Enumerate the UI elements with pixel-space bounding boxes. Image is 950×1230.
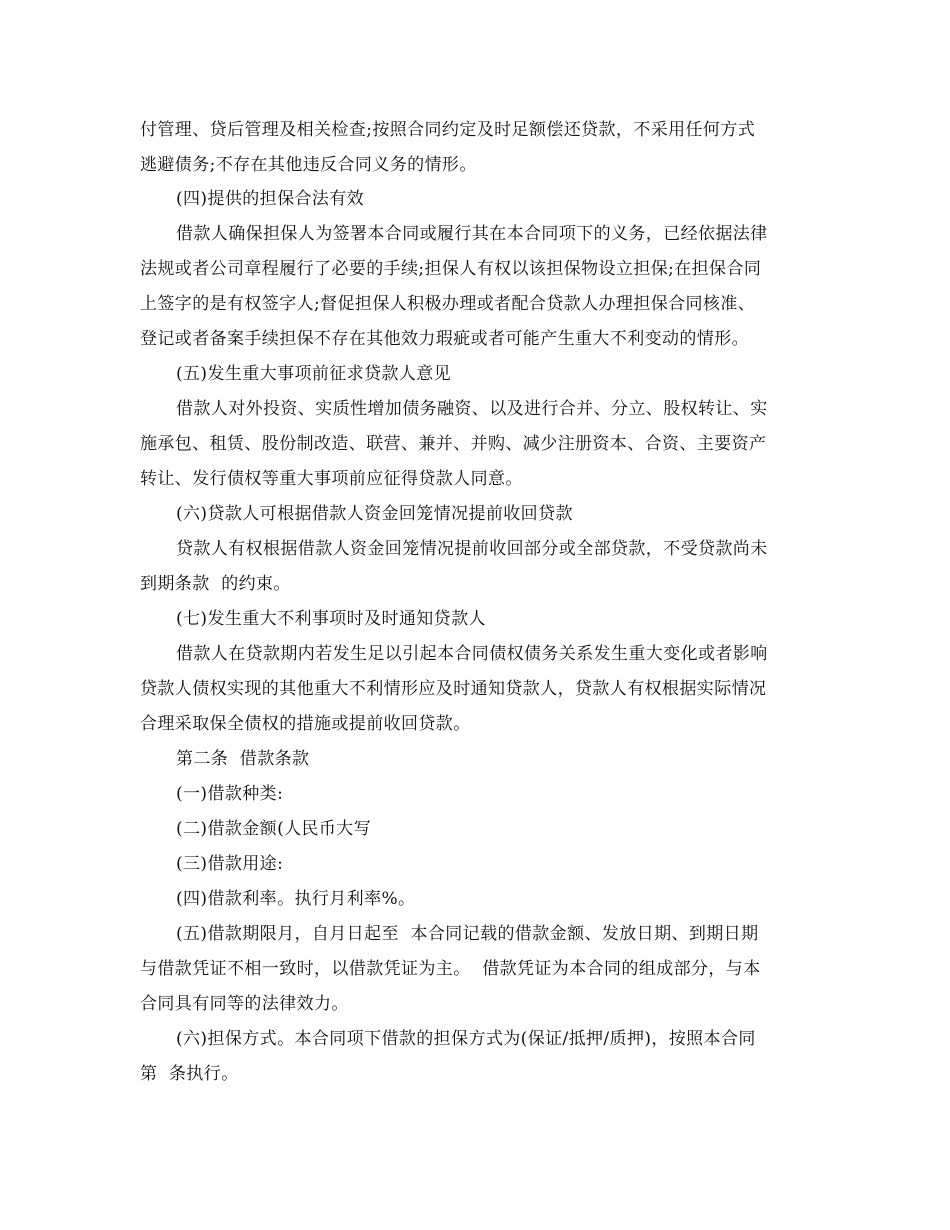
text-line: 贷款人债权实现的其他重大不利情形应及时通知贷款人，贷款人有权根据实际情况	[140, 679, 767, 699]
text-line: 合理采取保全债权的措施或提前收回贷款。	[140, 714, 471, 734]
section-heading: (四)提供的担保合法有效	[176, 189, 365, 209]
text-line: 合同具有同等的法律效力。	[140, 994, 349, 1014]
text-line: 施承包、租赁、股份制改造、联营、兼并、并购、减少注册资本、合资、主要资产	[140, 434, 767, 454]
text-line: 逃避债务;不存在其他违反合同义务的情形。	[140, 155, 477, 175]
text-line: 借款人确保担保人为签署本合同或履行其在本合同项下的义务，已经依据法律	[176, 224, 768, 244]
clause-item: (四)借款利率。执行月利率%。	[176, 889, 416, 909]
clause-item: (一)借款种类:	[176, 784, 284, 804]
text-line: 借款人在贷款期内若发生足以引起本合同债权债务关系发生重大变化或者影响	[176, 644, 768, 664]
clause-item: (二)借款金额(人民币大写	[176, 819, 372, 839]
text-line: 上签字的是有权签字人;督促担保人积极办理或者配合贷款人办理担保合同核准、	[140, 294, 756, 314]
text-line: 转让、发行债权等重大事项前应征得贷款人同意。	[140, 469, 523, 489]
text-line: 付管理、贷后管理及相关检查;按照合同约定及时足额偿还贷款，不采用任何方式	[140, 120, 756, 140]
text-line: 借款人对外投资、实质性增加债务融资、以及进行合并、分立、股权转让、实	[176, 399, 768, 419]
section-heading: (六)贷款人可根据借款人资金回笼情况提前收回贷款	[176, 504, 573, 524]
text-line: 第 条执行。	[140, 1064, 239, 1084]
text-line: 登记或者备案手续担保不存在其他效力瑕疵或者可能产生重大不利变动的情形。	[140, 329, 749, 349]
section-heading: (五)发生重大事项前征求贷款人意见	[176, 364, 452, 384]
clause-item: (三)借款用途:	[176, 854, 284, 874]
clause-item: (五)借款期限月，自月日起至 本合同记载的借款金额、发放日期、到期日期	[176, 924, 759, 944]
section-heading: (七)发生重大不利事项时及时通知贷款人	[176, 609, 486, 629]
article-heading: 第二条 借款条款	[176, 749, 310, 769]
text-line: 贷款人有权根据借款人资金回笼情况提前收回部分或全部贷款，不受贷款尚未	[176, 539, 768, 559]
text-line: 到期条款 的约束。	[140, 574, 291, 594]
text-line: 与借款凭证不相一致时，以借款凭证为主。 借款凭证为本合同的组成部分，与本	[140, 959, 761, 979]
text-line: 法规或者公司章程履行了必要的手续;担保人有权以该担保物设立担保;在担保合同	[140, 259, 762, 279]
clause-item: (六)担保方式。本合同项下借款的担保方式为(保证/抵押/质押)，按照本合同	[176, 1029, 756, 1049]
